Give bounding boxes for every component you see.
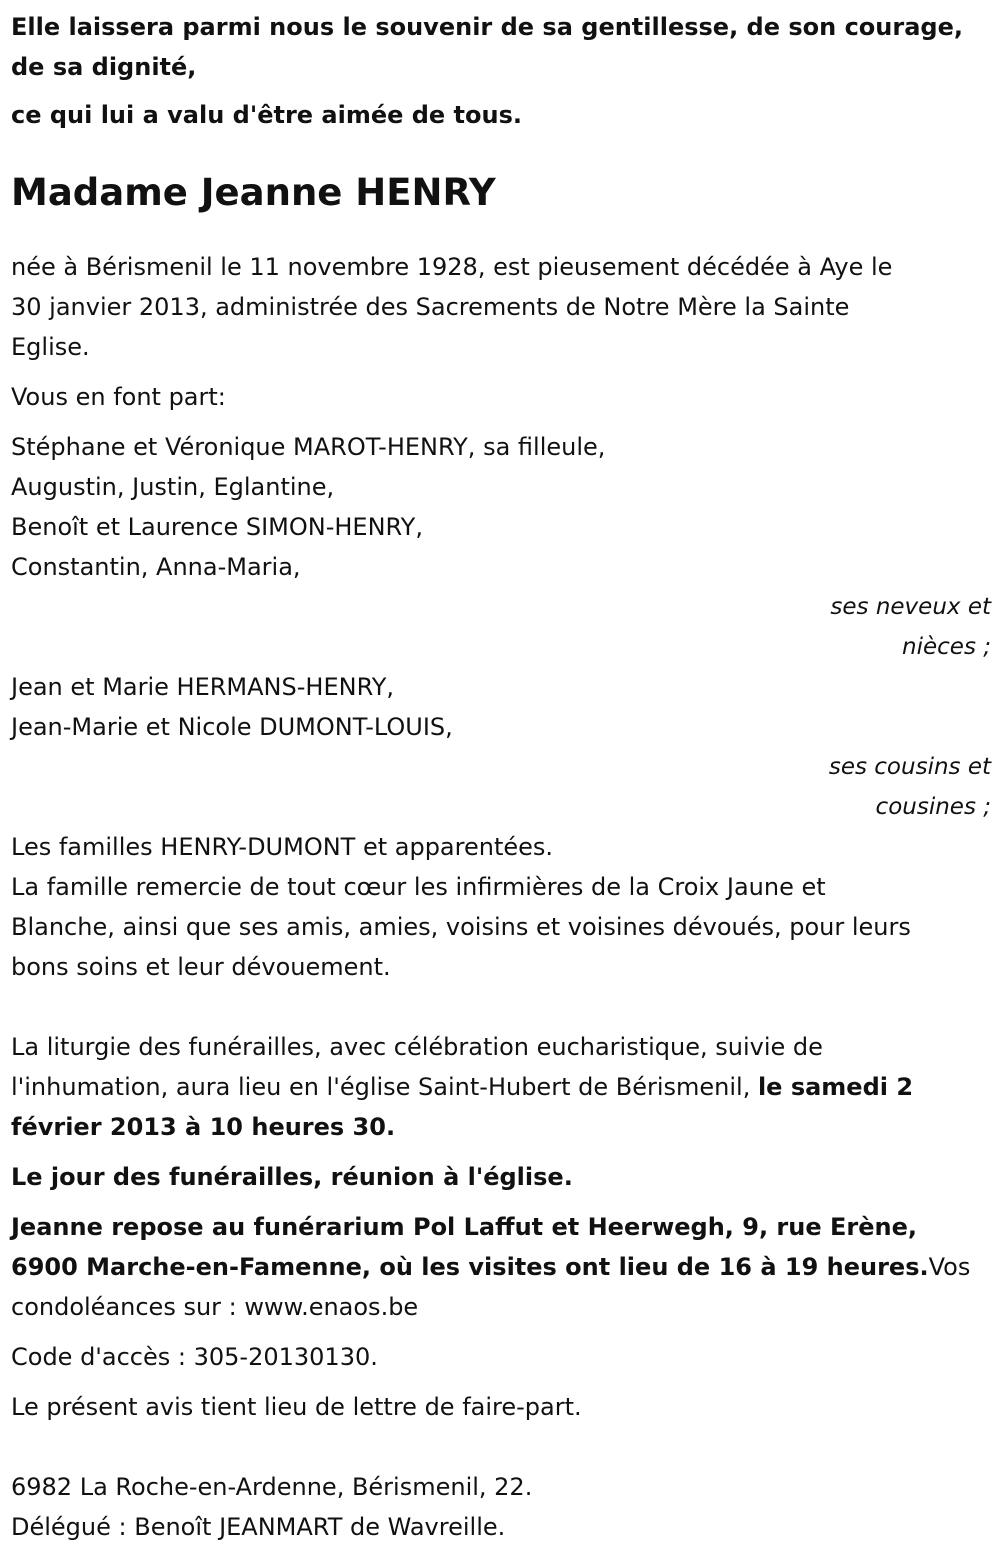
family-1-line: Augustin, Justin, Eglantine, [11,473,335,501]
delegate-text: Délégué : Benoît JEANMART de Wavreille. [11,1513,506,1541]
notice-text: Le présent avis tient lieu de lettre de faire-part. [11,1393,582,1421]
relation-2-line: ses cousins et [828,754,991,780]
rest-line-2-text: Vos [928,1253,971,1281]
relation-1-line: nièces ; [902,634,991,660]
rest-line-1: Jeanne repose au funérarium Pol Laffut et Heerwegh, 9, rue Erène, [11,1213,917,1241]
birth-line-1: née à Bérismenil le 11 novembre 1928, est pieusement décédée à Aye le [11,253,893,281]
liturgy-line-2 [11,1067,991,1107]
families-text: Les familles HENRY-DUMONT et apparentées. [11,833,554,861]
family-1-line: Benoît et Laurence SIMON-HENRY, [11,513,423,541]
thanks-line: Blanche, ainsi que ses amis, amies, voisins et voisines dévoués, pour leurs [11,913,911,941]
meeting-text: Le jour des funérailles, réunion à l'église. [11,1163,573,1191]
liturgy-line-3: février 2013 à 10 heures 30. [11,1113,396,1141]
rest-line-3: condoléances sur : www.enaos.be [11,1293,419,1321]
obituary-notice [11,0,991,1547]
intro-line-2: de sa dignité, [11,53,197,81]
thanks-line: La famille remercie de tout cœur les infirmières de la Croix Jaune et [11,873,826,901]
family-2-line: Jean et Marie HERMANS-HENRY, [11,673,394,701]
rest-line-2 [11,1247,991,1287]
liturgy-line-1: La liturgie des funérailles, avec célébration eucharistique, suivie de [11,1033,823,1061]
rest-line-2-bold: 6900 Marche-en-Famenne, où les visites ont lieu de 16 à 19 heures. [11,1253,929,1281]
family-1-line: Constantin, Anna-Maria, [11,553,301,581]
relation-1-line: ses neveux et [830,594,991,620]
family-1-line: Stéphane et Véronique MAROT-HENRY, sa filleule, [11,433,606,461]
family-2-line: Jean-Marie et Nicole DUMONT-LOUIS, [11,713,453,741]
address-text: 6982 La Roche-en-Ardenne, Bérismenil, 22. [11,1473,533,1501]
relation-2-line: cousines ; [875,794,991,820]
liturgy-line-2-text: l'inhumation, aura lieu en l'église Saint-Hubert de Bérismenil, [11,1073,758,1101]
birth-line-2: 30 janvier 2013, administrée des Sacrements de Notre Mère la Sainte [11,293,850,321]
page-title: Madame Jeanne HENRY [11,171,496,214]
announce-text: Vous en font part: [11,383,226,411]
thanks-line: bons soins et leur dévouement. [11,953,391,981]
intro-line-1: Elle laissera parmi nous le souvenir de sa gentillesse, de son courage, [11,13,963,41]
access-code: Code d'accès : 305-20130130. [11,1343,378,1371]
birth-line-3: Eglise. [11,333,90,361]
liturgy-date-bold: le samedi 2 [757,1073,914,1101]
intro-line-3: ce qui lui a valu d'être aimée de tous. [11,101,523,129]
